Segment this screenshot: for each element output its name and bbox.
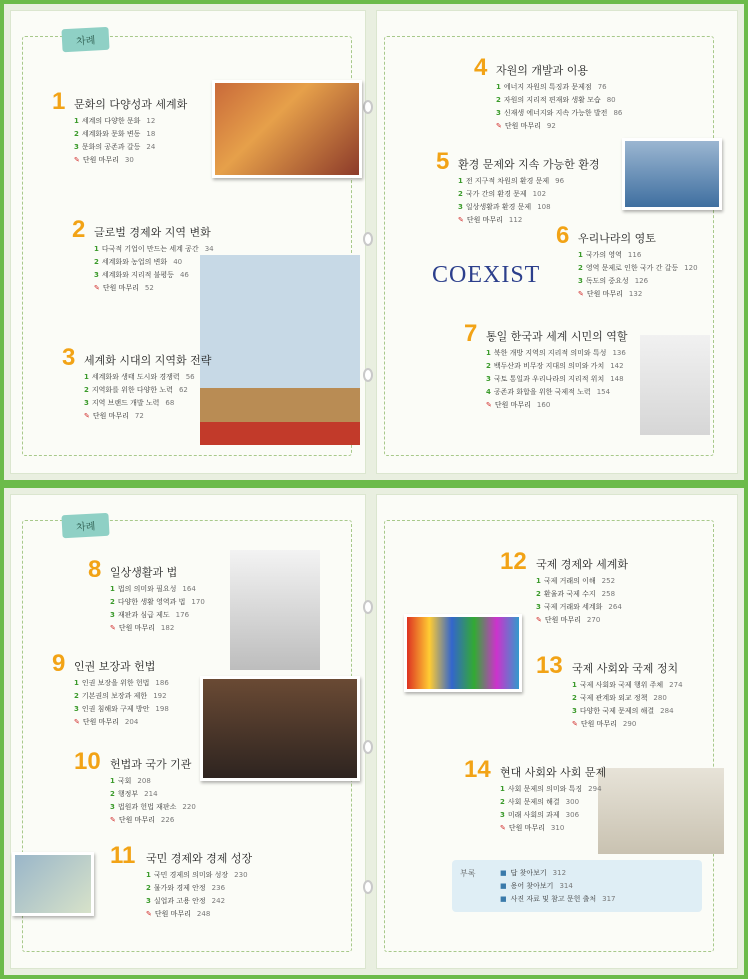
dokdo-photo [622,138,722,210]
toc-tab: 차례 [61,513,109,538]
justice-statue-photo [230,550,320,670]
binder-ring [363,600,373,614]
toc-tab: 차례 [61,27,109,52]
binder-ring [363,232,373,246]
appendix-item: ■ 사진 자료 및 참고 문헌 출처 317 [500,895,616,903]
appendix-box [452,860,702,912]
protest-photo [598,768,724,854]
binder-ring [363,880,373,894]
appendix-item: ■ 용어 찾아보기 314 [500,882,573,890]
appendix-label: 부록 [460,869,476,878]
coexist-logo: COEXIST [432,262,541,288]
culture-photo [212,80,362,178]
national-assembly-photo [200,676,360,781]
appendix-item: ■ 답 찾아보기 312 [500,869,567,877]
binder-ring [363,740,373,754]
binder-ring [363,368,373,382]
binder-ring [363,100,373,114]
currency-photo [12,852,94,916]
big-ben-photo [200,255,360,445]
flags-photo [404,614,522,692]
water-carrier-photo [640,335,710,435]
